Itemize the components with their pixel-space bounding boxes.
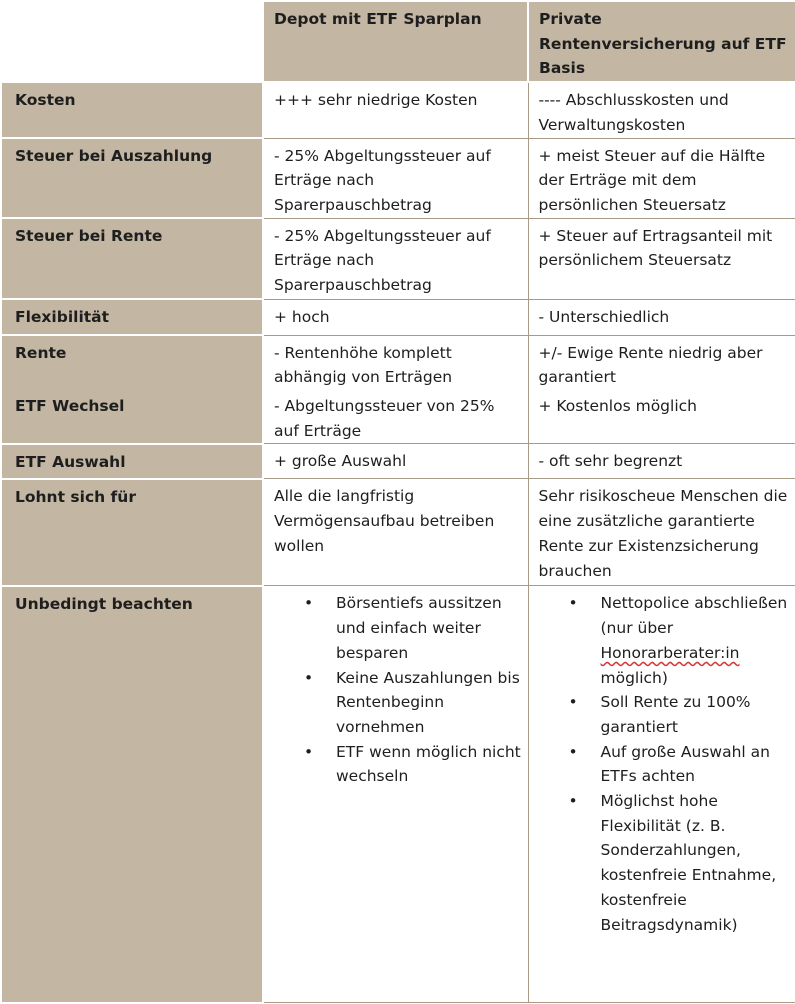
depot-cell: + große Auswahl [263, 444, 528, 479]
header-rentenversicherung [528, 1, 795, 82]
row-label: ETF Auswahl [1, 444, 263, 479]
list-item: • Möglichst hohe Flexibilität (z. B. Sonderzahlungen, kostenfreie Entnahme, kostenfreie Beitragsdynamik) [601, 789, 790, 937]
row-label: Unbedingt beachten [1, 586, 263, 1003]
list-item: • Keine Auszahlungen bis Rentenbeginn vornehmen [336, 666, 522, 740]
table-row [1, 479, 795, 586]
rente-cell: Sehr risikoscheue Menschen die eine zusätzliche garantierte Rente zur Existenzsicherung brauchen [528, 479, 795, 586]
depot-cell [263, 335, 528, 444]
table-row [1, 138, 795, 218]
row-label: Kosten [1, 82, 263, 138]
depot-cell: - 25% Abgeltungssteuer auf Erträge nach Sparerpauschbetrag [263, 138, 528, 218]
list-item: • Börsentiefs aussitzen und einfach weiter besparen [336, 591, 522, 665]
header-depot: Depot mit ETF Sparplan [263, 1, 528, 82]
rente-rente-text: +/- Ewige Rente niedrig aber garantiert [538, 343, 763, 387]
depot-cell: +++ sehr niedrige Kosten [263, 82, 528, 138]
row-label: Flexibilität [1, 299, 263, 335]
depot-wechsel-text: - Abgeltungssteuer von 25% auf Erträge [274, 397, 495, 440]
table-row [1, 218, 795, 299]
rente-cell: - Unterschiedlich [528, 299, 795, 335]
row-label: Steuer bei Rente [1, 218, 263, 299]
rente-bullets-cell [528, 586, 795, 1003]
table-row [1, 82, 795, 138]
row-label: Lohnt sich für [1, 479, 263, 586]
row-label-etf-wechsel: ETF Wechsel [15, 396, 125, 415]
header-empty-cell [1, 1, 263, 82]
spellcheck-underlined-word: Honorarberater:in [600, 643, 740, 662]
rente-cell: - oft sehr begrenzt [528, 444, 795, 479]
rente-bullet-list [539, 591, 790, 937]
header-rente-text: Private Rentenversicherung auf ETF Basis [539, 10, 792, 78]
list-item: • ETF wenn möglich nicht wechseln [336, 740, 522, 789]
rente-cell: + meist Steuer auf die Hälfte der Erträge mit dem persönlichen Steuersatz [528, 138, 795, 218]
list-item: • Soll Rente zu 100% garantiert [601, 690, 790, 739]
bullet-text: Nettopolice abschließen (nur über [600, 594, 788, 638]
rente-cell [528, 335, 795, 444]
bullet-text: möglich) [600, 668, 668, 687]
list-item: • Auf große Auswahl an ETFs achten [601, 740, 790, 789]
table-row [1, 299, 795, 335]
rente-wechsel-text: + Kostenlos möglich [538, 397, 697, 416]
table-row-beachten [1, 586, 795, 1003]
row-label: Steuer bei Auszahlung [1, 138, 263, 218]
table-row [1, 444, 795, 479]
depot-rente-text: - Rentenhöhe komplett abhängig von Erträgen [274, 343, 453, 387]
depot-bullets-cell [263, 586, 528, 1003]
depot-bullet-list [274, 591, 522, 789]
table-row-rente-etf-wechsel [1, 335, 795, 444]
row-label-rente: Rente [15, 344, 67, 363]
header-row [1, 1, 795, 82]
row-label-pair [1, 335, 263, 444]
depot-cell: Alle die langfristig Vermögensaufbau betreiben wollen [263, 479, 528, 586]
depot-cell: + hoch [263, 299, 528, 335]
list-item [601, 591, 790, 690]
rente-cell: + Steuer auf Ertragsanteil mit persönlichem Steuersatz [528, 218, 795, 299]
depot-cell: - 25% Abgeltungssteuer auf Erträge nach Sparerpauschbetrag [263, 218, 528, 299]
rente-cell: ---- Abschlusskosten und Verwaltungskosten [528, 82, 795, 138]
